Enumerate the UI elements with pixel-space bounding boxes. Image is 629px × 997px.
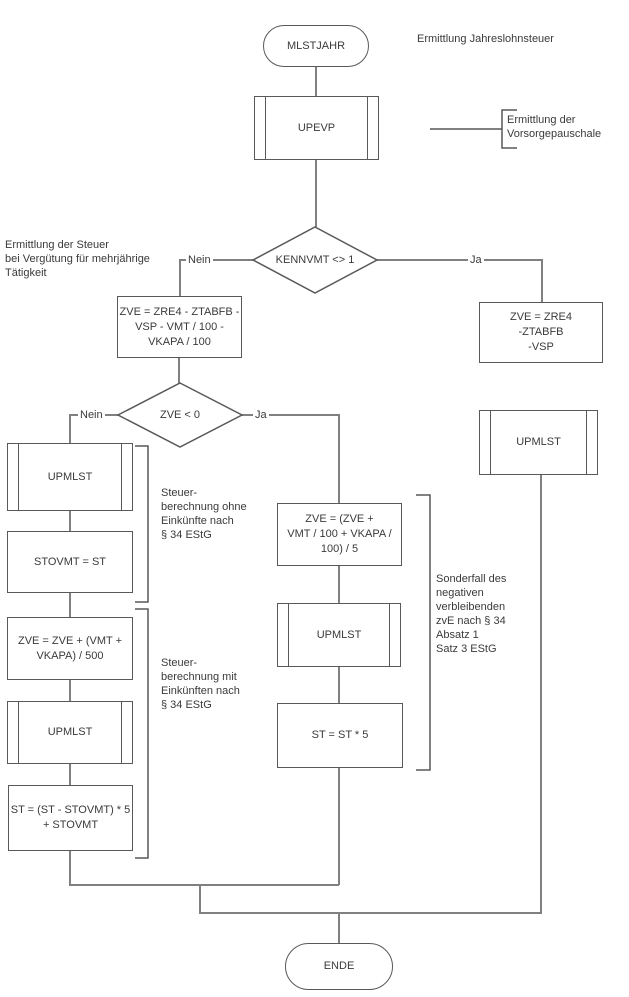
terminal-start — [263, 25, 369, 67]
annotation-ohne34-line3: Einkünfte nach — [161, 515, 234, 527]
predefined-bar — [367, 97, 368, 159]
process-stovmt-label: STOVMT = ST — [33, 555, 107, 568]
annotation-mit34 — [161, 656, 240, 712]
process-st-stovmt-line1: ST = (ST - STOVMT) * 5 — [10, 804, 131, 816]
edge-label-kennvmt-nein: Nein — [188, 254, 211, 266]
decision-kennvmt-label: KENNVMT <> 1 — [275, 254, 355, 266]
annotation-sonderfall-line4: zvE nach § 34 — [436, 615, 506, 627]
terminal-end-label: ENDE — [323, 960, 355, 972]
terminal-start-label: MLSTJAHR — [286, 39, 346, 52]
process-zve-vkapa500-line2: VKAPA) / 500 — [36, 649, 104, 662]
predefined-upmlst-mid — [277, 603, 401, 667]
process-zve-div5-line1: ZVE = (ZVE + — [305, 513, 374, 525]
predefined-upmlst-right-label: UPMLST — [516, 436, 561, 448]
annotation-sonderfall — [436, 572, 506, 656]
process-zve-right-line1: ZVE = ZRE4 — [509, 311, 573, 323]
decision-zve-label: ZVE < 0 — [159, 409, 201, 421]
bracket-sonderfall — [416, 495, 430, 770]
annotation-sonderfall-line6: Satz 3 EStG — [436, 643, 497, 655]
process-zve-div5-line2: VMT / 100 + VKAPA / — [287, 528, 392, 540]
bracket-ohne34 — [135, 446, 148, 602]
annotation-mehrjaehrig-line2: bei Vergütung für mehrjährige — [5, 253, 150, 265]
predefined-upevp — [254, 96, 379, 160]
process-stovmt — [7, 531, 133, 593]
annotation-mit34-line1: Steuer- — [161, 657, 198, 669]
process-zve-right — [479, 302, 603, 363]
predefined-upevp-label: UPEVP — [297, 121, 336, 134]
predefined-upmlst-left2-label: UPMLST — [47, 726, 93, 738]
process-zve-vkapa500 — [7, 617, 133, 680]
annotation-mehrjaehrig-line3: Tätigkeit — [5, 267, 47, 279]
annotation-vorsorge — [507, 113, 601, 141]
annotation-mit34-line2: berechnung mit — [161, 671, 237, 683]
predefined-bar — [490, 411, 491, 474]
predefined-upmlst-right — [479, 410, 598, 475]
annotation-mehrjaehrig — [5, 238, 150, 280]
annotation-ohne34-line2: berechnung ohne — [161, 501, 247, 513]
process-st5 — [277, 703, 403, 768]
annotation-mit34-line3: Einkünften nach — [161, 685, 240, 697]
process-zve-div5-line3: 100) / 5 — [320, 543, 359, 555]
predefined-bar — [265, 97, 266, 159]
annotation-mit34-line4: § 34 EStG — [161, 699, 212, 711]
annotation-mehrjaehrig-line1: Ermittlung der Steuer — [5, 239, 109, 251]
edge-zve-ja — [242, 415, 339, 503]
predefined-upmlst-mid-label: UPMLST — [316, 628, 362, 641]
process-zve-vkapa500-line1: ZVE = ZVE + (VMT + — [17, 634, 123, 647]
terminal-end — [285, 943, 393, 990]
annotation-sonderfall-line1: Sonderfall des — [436, 573, 507, 585]
predefined-bar — [18, 702, 19, 763]
edge-left-merge — [70, 851, 339, 885]
annotation-page-title: Ermittlung Jahreslohnsteuer — [417, 33, 554, 45]
predefined-bar — [121, 444, 122, 510]
predefined-bar — [288, 604, 289, 666]
predefined-upmlst-left2 — [7, 701, 133, 764]
annotation-sonderfall-line2: negativen — [436, 587, 484, 599]
process-zve-long-line2: VSP - VMT / 100 - — [135, 320, 224, 333]
bracket-mit34 — [135, 609, 148, 858]
annotation-ohne34 — [161, 486, 247, 542]
annotation-ohne34-line4: § 34 EStG — [161, 529, 212, 541]
annotation-vorsorge-line2: Vorsorgepauschale — [507, 128, 602, 140]
annotation-ohne34-line1: Steuer- — [161, 487, 198, 499]
predefined-bar — [389, 604, 390, 666]
edge-label-zve-ja: Ja — [255, 409, 267, 421]
edge-label-kennvmt-ja: Ja — [470, 254, 482, 266]
predefined-upmlst-left1 — [7, 443, 133, 511]
predefined-bar — [18, 444, 19, 510]
edge-label-zve-nein: Nein — [80, 409, 103, 421]
predefined-bar — [121, 702, 122, 763]
annotation-sonderfall-line3: verbleibenden — [436, 601, 506, 613]
annotation-sonderfall-line5: Absatz 1 — [436, 629, 479, 641]
predefined-upmlst-left1-label: UPMLST — [47, 470, 93, 483]
annotation-vorsorge-line1: Ermittlung der — [507, 114, 576, 126]
process-zve-long-line1: ZVE = ZRE4 - ZTABFB - — [119, 305, 240, 318]
edge-merge-2 — [200, 885, 542, 913]
predefined-bar — [586, 411, 587, 474]
edge-kennvmt-ja — [377, 260, 542, 302]
process-zve-right-line2: -ZTABFB — [518, 326, 564, 338]
process-zve-long-line3: VKAPA / 100 — [148, 335, 211, 348]
process-zve-long — [117, 296, 242, 358]
process-st-stovmt-line2: + STOVMT — [42, 819, 99, 831]
process-st5-label: ST = ST * 5 — [311, 729, 369, 741]
process-zve-div5 — [277, 503, 402, 566]
process-st-stovmt — [8, 785, 133, 851]
process-zve-right-line3: -VSP — [528, 341, 554, 353]
